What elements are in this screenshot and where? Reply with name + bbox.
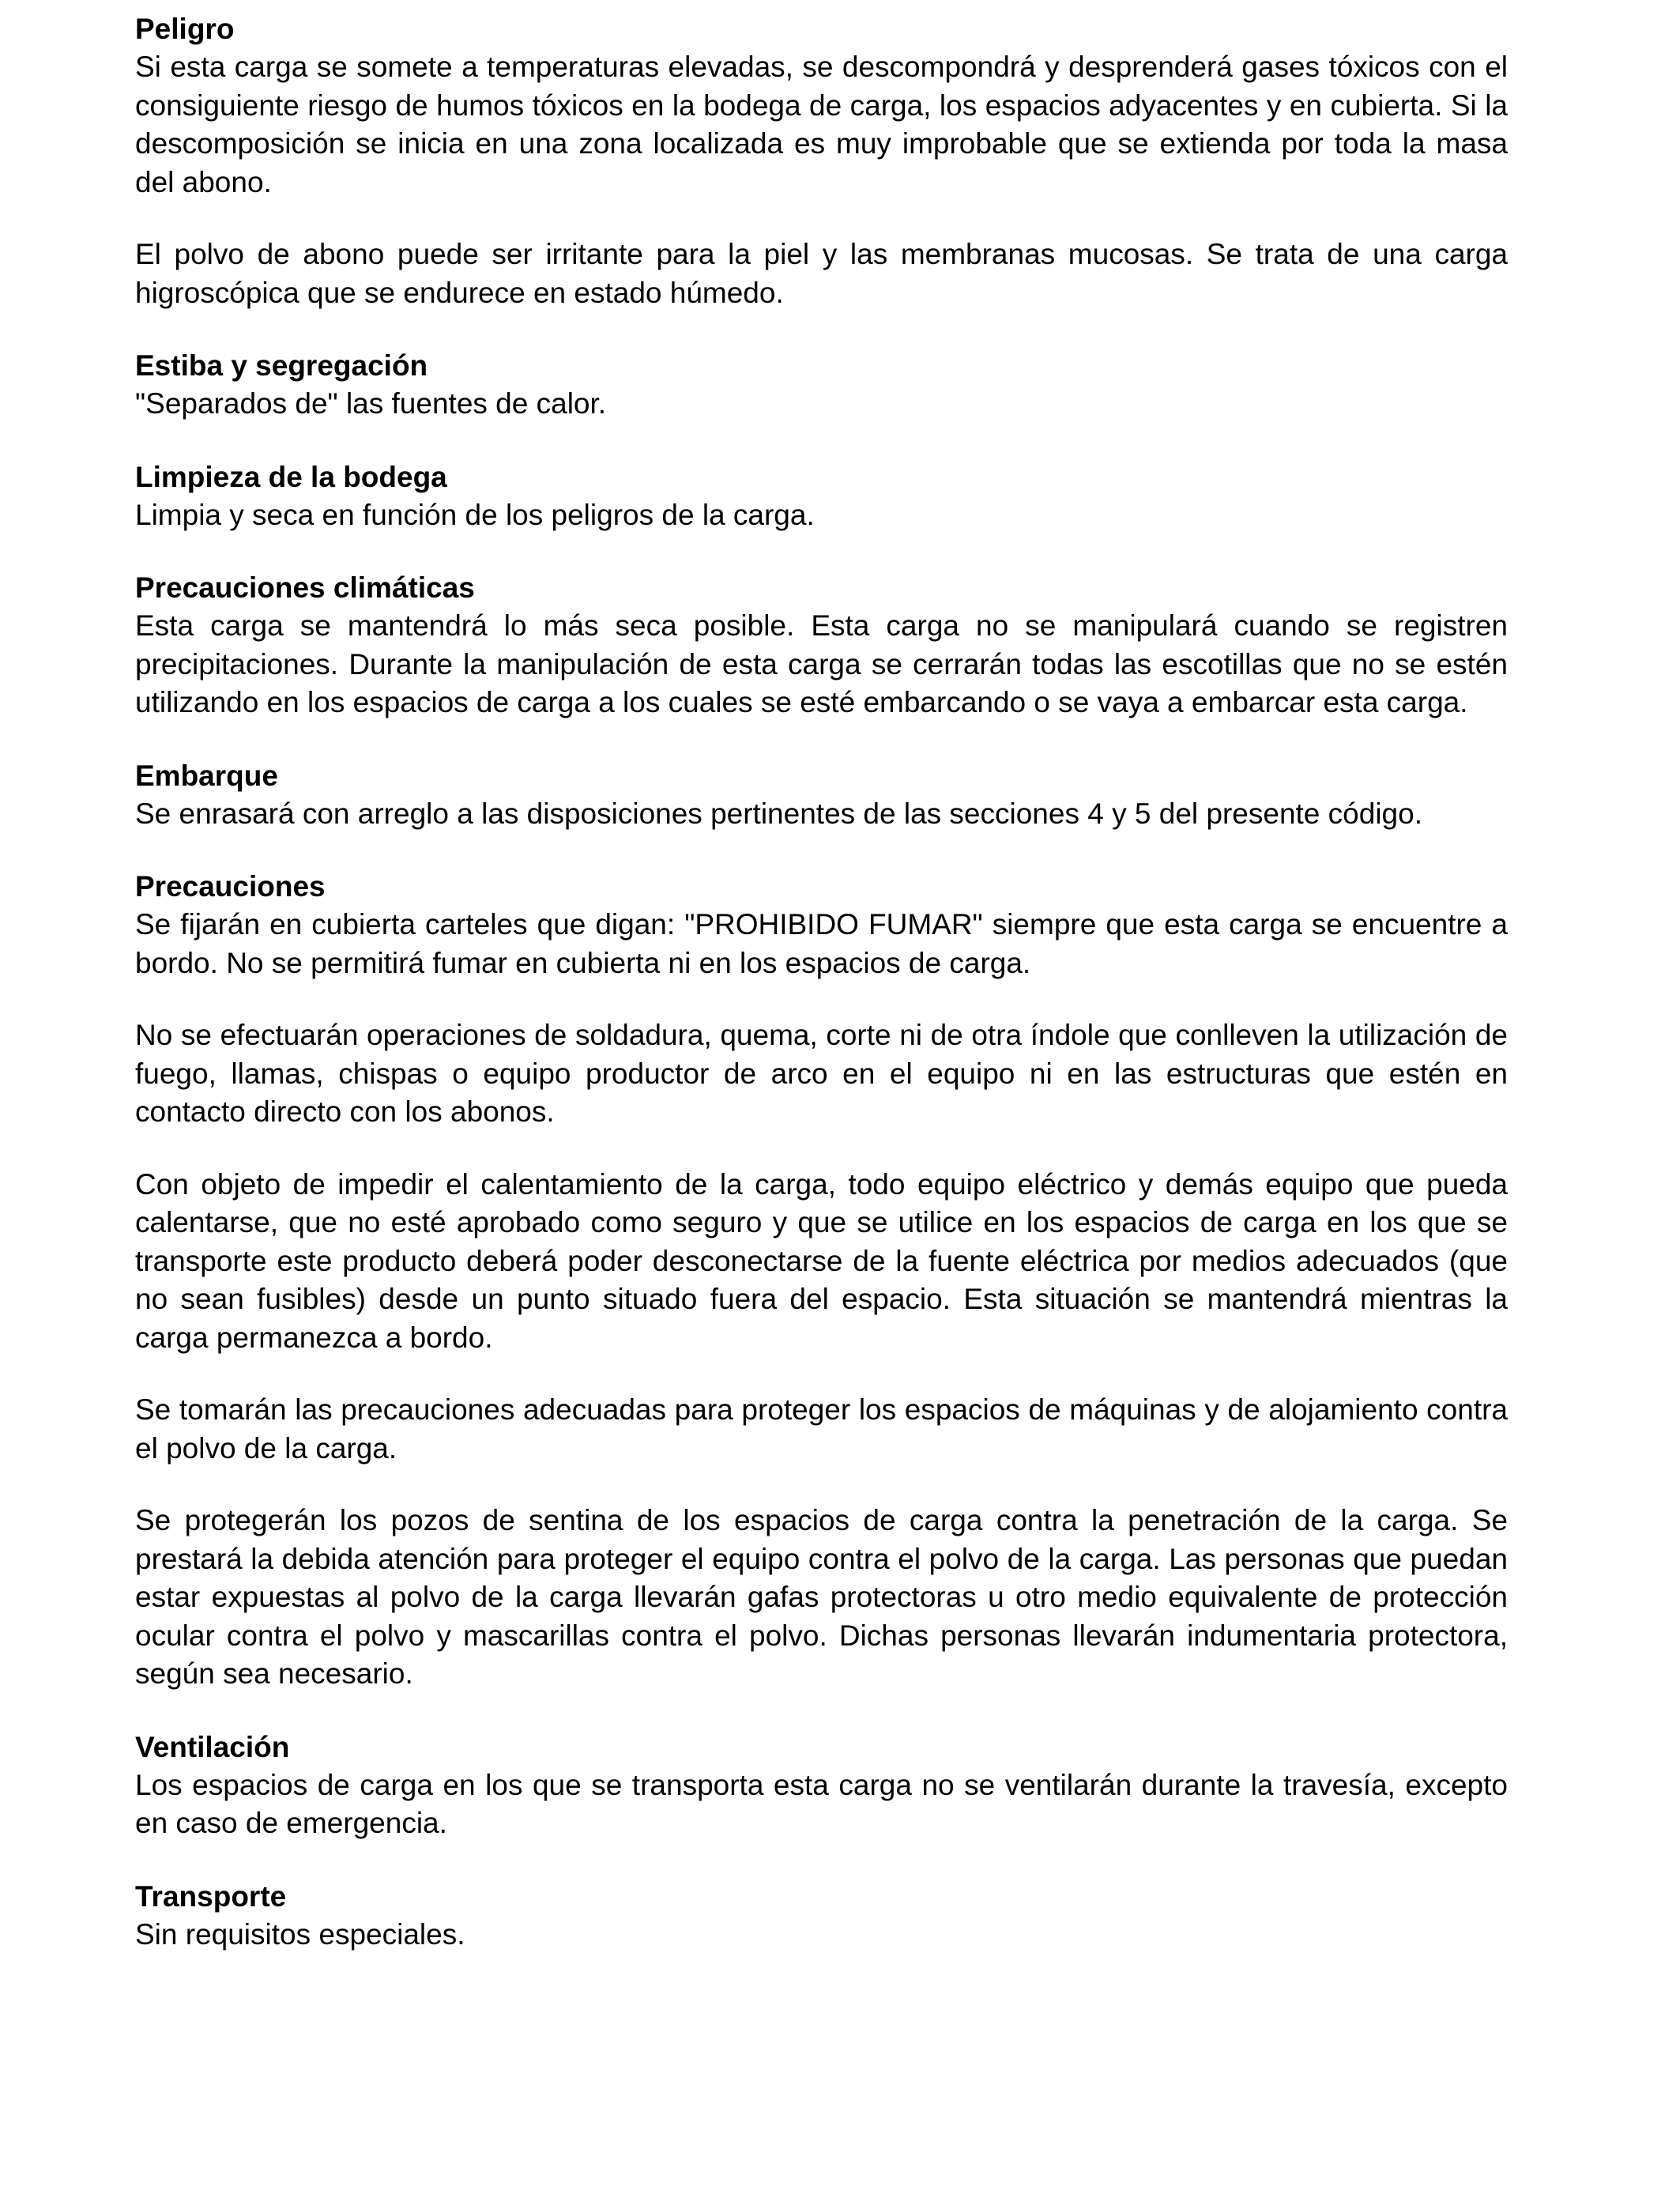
- section-paragraph: Se fijarán en cubierta carteles que digan: "PROHIBIDO FUMAR" siempre que esta carga se encuentre a bordo. No se permitirá fumar en cubierta ni en los espacios de carga.: [135, 908, 1508, 979]
- section-paragraph: Si esta carga se somete a temperaturas elevadas, se descompondrá y desprenderá gases tóxicos con el consiguiente riesgo de humos tóxicos en la bodega de carga, los espacios adyacentes y en cubierta. Si la descomposición se inicia en una zona localizada es muy improbable que se extienda por toda la masa del abono.: [135, 51, 1508, 198]
- section-heading: Embarque: [135, 759, 278, 792]
- section-precauciones: [135, 867, 1508, 1694]
- section-ventilacion: [135, 1728, 1508, 1843]
- section-paragraph: Se enrasará con arreglo a las disposiciones pertinentes de las secciones 4 y 5 del presente código.: [135, 797, 1422, 830]
- section-heading: Ventilación: [135, 1730, 290, 1763]
- section-heading: Limpieza de la bodega: [135, 460, 447, 493]
- section-paragraph: Los espacios de carga en los que se transporta esta carga no se ventilarán durante la travesía, excepto en caso de emergencia.: [135, 1768, 1508, 1839]
- document-page: [135, 9, 1508, 1988]
- section-heading: Precauciones: [135, 870, 326, 903]
- section-heading: Peligro: [135, 13, 235, 45]
- section-heading: Transporte: [135, 1879, 287, 1913]
- section-paragraph: Sin requisitos especiales.: [135, 1917, 465, 1951]
- section-transporte: [135, 1877, 1508, 1955]
- section-peligro: [135, 9, 1508, 312]
- section-paragraph: Se tomarán las precauciones adecuadas para proteger los espacios de máquinas y de alojamiento contra el polvo de la carga.: [135, 1393, 1508, 1465]
- section-paragraph: Esta carga se mantendrá lo más seca posible. Esta carga no se manipulará cuando se registren precipitaciones. Durante la manipulación de esta carga se cerrarán todas las escotillas que no se estén utilizando en los espacios de carga a los cuales se esté embarcando o se vaya a embarcar esta carga.: [135, 609, 1508, 718]
- section-paragraph: Con objeto de impedir el calentamiento de la carga, todo equipo eléctrico y demás equipo que pueda calentarse, que no esté aprobado como seguro y que se utilice en los espacios de carga en los que se transporte este producto deberá poder desconectarse de la fuente eléctrica por medios adecuados (que no sean fusibles) desde un punto situado fuera del espacio. Esta situación se mantendrá mientras la carga permanezca a bordo.: [135, 1167, 1508, 1354]
- section-paragraph: No se efectuarán operaciones de soldadura, quema, corte ni de otra índole que conlleven la utilización de fuego, llamas, chispas o equipo productor de arco en el equipo ni en las estructuras que estén en contacto directo con los abonos.: [135, 1019, 1508, 1128]
- section-embarque: [135, 756, 1508, 834]
- section-heading: Estiba y segregación: [135, 349, 428, 382]
- section-heading: Precauciones climáticas: [135, 571, 475, 604]
- section-paragraph: "Separados de" las fuentes de calor.: [135, 387, 607, 420]
- section-paragraph: Limpia y seca en función de los peligros de la carga.: [135, 498, 815, 531]
- section-precauciones-climaticas: [135, 568, 1508, 722]
- section-limpieza: [135, 458, 1508, 535]
- section-estiba: [135, 346, 1508, 424]
- section-paragraph: Se protegerán los pozos de sentina de los espacios de carga contra la penetración de la carga. Se prestará la debida atención para proteger el equipo contra el polvo de la carga. Las personas que puedan estar expuestas al polvo de la carga llevarán gafas protectoras u otro medio equivalente de protección ocular contra el polvo y mascarillas contra el polvo. Dichas personas llevarán indumentaria protectora, según sea necesario.: [135, 1504, 1508, 1690]
- section-paragraph: El polvo de abono puede ser irritante para la piel y las membranas mucosas. Se trata de una carga higroscópica que se endurece en estado húmedo.: [135, 238, 1508, 309]
